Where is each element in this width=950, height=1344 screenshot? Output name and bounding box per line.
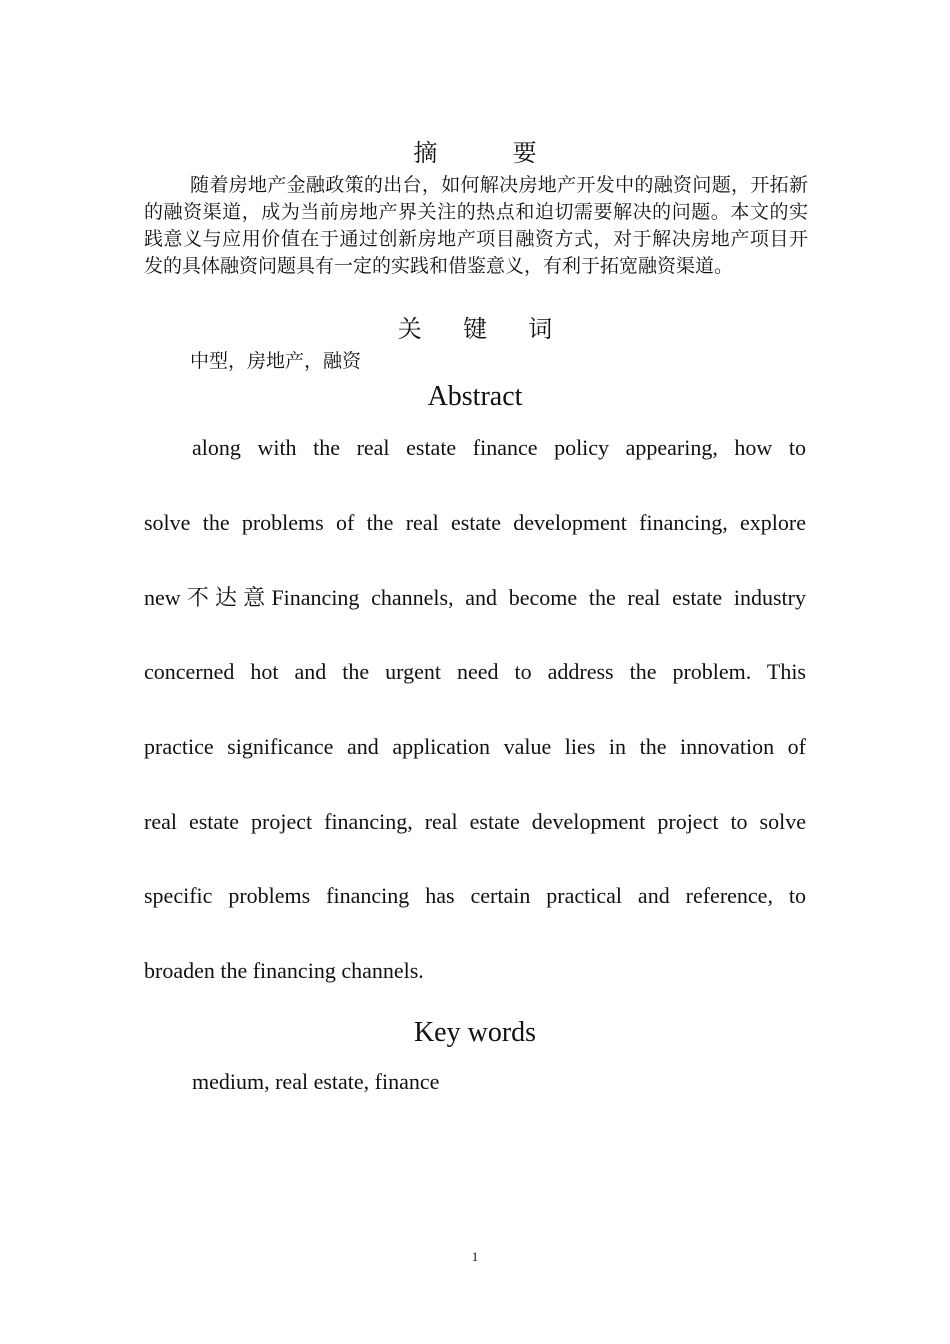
- abstract-en-line-8: broaden the financing channels.: [144, 958, 424, 983]
- keywords-cn-heading: [0, 309, 950, 344]
- keywords-cn-heading-char-2: 键: [463, 315, 487, 343]
- abstract-en-line-6: real estate project financing, real estate development project to solve: [144, 809, 806, 834]
- abstract-en-line-5: practice significance and application value lies in the innovation of: [144, 734, 806, 759]
- page-number: 1: [471, 1249, 479, 1264]
- keywords-en-text: medium, real estate, finance: [192, 1069, 440, 1094]
- abstract-en-line-4: concerned hot and the urgent need to address the problem. This: [144, 659, 806, 684]
- abstract-cn-heading: [0, 133, 950, 168]
- abstract-en-line-2: solve the problems of the real estate development financing, explore: [144, 510, 806, 535]
- abstract-en-heading: Abstract: [427, 381, 523, 412]
- abstract-en-line-3: new不达意Financing channels, and become the real estate industry: [144, 585, 806, 610]
- abstract-en-line-1: along with the real estate finance policy appearing, how to: [192, 435, 806, 460]
- keywords-en-heading: Key words: [413, 1017, 537, 1048]
- keywords-cn-text: 中型，房地产，融资: [190, 350, 362, 372]
- abstract-cn-heading-char-2: 要: [512, 139, 537, 167]
- abstract-cn-heading-char-1: 摘: [413, 139, 438, 167]
- keywords-cn-heading-char-3: 词: [528, 315, 553, 343]
- abstract-en-line-7: specific problems financing has certain practical and reference, to: [144, 883, 806, 908]
- abstract-cn-body: 随着房地产金融政策的出台，如何解决房地产开发中的融资问题，开拓新的融资渠道，成为当前房地产界关注的热点和迫切需要解决的问题。本文的实践意义与应用价值在于通过创新房地产项目融资方式，对于解决房地产项目开发的具体融资问题具有一定的实践和借鉴意义，有利于拓宽融资渠道。: [144, 174, 808, 277]
- keywords-cn-heading-char-1: 关: [397, 315, 422, 343]
